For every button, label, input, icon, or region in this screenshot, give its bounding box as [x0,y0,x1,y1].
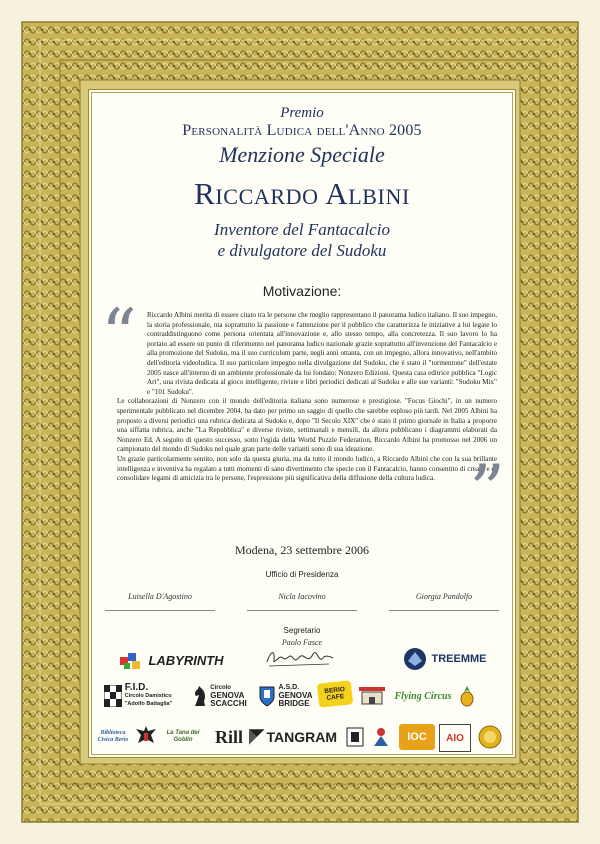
berio-cafe-wordmark: BERIO CAFE [324,685,346,702]
fid-title: F.I.D. [124,682,149,693]
house-icon [357,685,387,707]
motivation-heading: Motivazione: [262,283,342,299]
treemme-logo [389,646,499,672]
fid-subtitle: Circolo Damistico [124,693,172,699]
mention-title: Menzione Speciale [219,142,385,167]
figure-logo [369,726,393,748]
motivation-paragraph: Le collaborazioni di Nonzero con il mondo dell'editoria italiana sono numerose e prestigiose. "Focus Giochi", in un numero sperimentale pubblicato nel dicembre 2004, ha dato per primo un saggio di quello che sarebbe esploso più tardi. Nel 2005 Albini ha proposto a diversi periodici una rubrica dedicata al Sudoku e, dopo "Il Secolo XIX" che è stato il primo giornale in Italia a proporre una siffatta rubrica, anche "La Repubblica" e diverse riviste, settimanali e mensili, da allora pubblicano i diagrammi elaborati da Nonzero Ed. A seguito di questo successo, sotto l'egida della World Puzzle Federation, Riccardo Albini ha promosso nel 2006 un campionato del mondo di Sudoku nel quale gran parte delle varianti sono di sua ideazione. [117,397,497,454]
motivation-paragraph: Un grazie particolarmente sentito, non solo da questa giuria, ma da tutto il mondo ludico, a Riccardo Albini che con la sua brillante intelligenza e inventiva ha regalato a tutti momenti di sano divertimento che specie con il Fantacalcio, hanno consentito di creare e di consolidare legami di amicizia tra le persone, l'espressione più significativa della diffusione della cultura ludica. [117,454,497,483]
aio-wordmark: AIO [446,732,464,744]
flying-circus-logo [391,684,455,708]
recipient-name: Riccardo Albini [194,176,410,211]
shield-icon [259,685,275,707]
fid-logo [95,682,181,710]
eagle-crest-logo [133,722,159,752]
premio-label: Premio [280,105,324,121]
open-quote-icon: “ [101,294,137,376]
flying-circus-wordmark: Flying Circus [394,690,452,702]
ioc-logo [399,724,435,750]
close-quote-icon: ” [469,450,505,532]
berio-cafe-logo [317,680,353,707]
certificate-content-panel [88,89,516,758]
rill-wordmark: Rill [214,726,243,747]
recipient-subtitle-line2: e divulgatore del Sudoku [217,241,387,260]
tana-wordmark: La Tana dei Goblin [166,730,200,743]
chess-knight-icon [193,685,207,707]
treemme-emblem-icon [402,647,428,671]
office-label: Ufficio di Presidenza [265,570,339,579]
seal-icon [478,725,502,749]
date-line: Modena, 23 settembre 2006 [235,543,369,557]
rill-logo [209,722,249,752]
signatory-name: Giorgia Pandolfo [415,592,473,601]
labyrinth-wordmark: LABYRINTH [148,652,224,668]
asd-subtitle: BRIDGE [278,699,310,708]
puzzle-box-logo [345,726,365,748]
treemme-wordmark: TREEMME [431,653,487,665]
signatory-name: Luisella D'Agostino [128,592,192,601]
figure-icon [370,727,392,747]
secretary-label: Segretario [283,626,321,635]
genova-scacchi-logo [185,682,255,710]
tangram-icon [249,729,264,745]
fid-subtitle: "Adolfo Battaglia" [124,701,173,707]
signature-line [247,610,357,611]
biblioteca-wordmark: Biblioteca Civica Berio [97,730,129,743]
motivation-text [117,311,497,484]
checkerboard-icon [104,685,122,707]
circolo-subtitle: SCACCHI [210,699,247,708]
signature-line [105,610,215,611]
biblioteca-berio-logo [95,722,131,752]
circolo-title: Circolo [210,685,231,691]
signatory-name: Nicla Iacovino [278,592,326,601]
ioc-wordmark: IOC [407,731,427,743]
award-title: Personalità Ludica dell'Anno 2005 [182,122,422,139]
asd-title: A.S.D. [278,684,300,691]
tana-goblin-logo [163,722,203,752]
motivation-paragraph: Riccardo Albini merita di essere citato tra le persone che meglio rappresentano il panorama ludico italiano. Il suo impegno, la storia professionale, ma soprattutto la passione e l'attenzione per il pubblico che caratterizza le iniziative a lui legate lo contraddistinguono come persona orientata all'innovazione e, allo stesso tempo, alla concretezza. Il suo lavoro lo ha portato ad essere un punto di riferimento nel panorama ludico nazionale grazie soprattutto all'invenzione del Fantacalcio e alla promozione del Sudoku, ma il suo curriculum parte, negli anni ottanta, con un impegno, allora innovativo, nell'ambito dell'editoria videoludica. Il suo particolare impegno nella divulgazione del Sudoku, che è stato il "tormentone" dell'estate 2005 nasce all'interno di un ambiente professionale da lui fondato: Nonzero Edizioni. Questa casa editrice pubblica "Logic Art", una rivista dedicata al gioco intelligente, riviste e libri periodici dedicati al Sudoku e alle sue varianti: "Sudoku Mix" e "101 Sudoku". [147,311,497,396]
pineapple-logo [457,684,477,708]
cube-icon [118,649,144,671]
signature-line [389,610,499,611]
association-house-logo [357,684,387,708]
aio-logo [439,724,471,752]
circolo-subtitle: GENOVA [210,691,245,700]
handwritten-signature [265,646,335,670]
asd-subtitle: GENOVA [278,691,313,700]
genova-bridge-logo [255,682,317,710]
pineapple-icon [459,685,475,707]
tangram-wordmark: TANGRAM [266,729,337,745]
gold-seal-logo [477,724,503,750]
puzzle-box-icon [346,727,364,747]
labyrinth-logo [111,648,231,672]
recipient-subtitle-line1: Inventore del Fantacalcio [214,220,390,239]
secretary-name: Paolo Fasce [281,638,323,647]
eagle-icon [134,723,158,751]
tangram-logo [249,724,337,750]
